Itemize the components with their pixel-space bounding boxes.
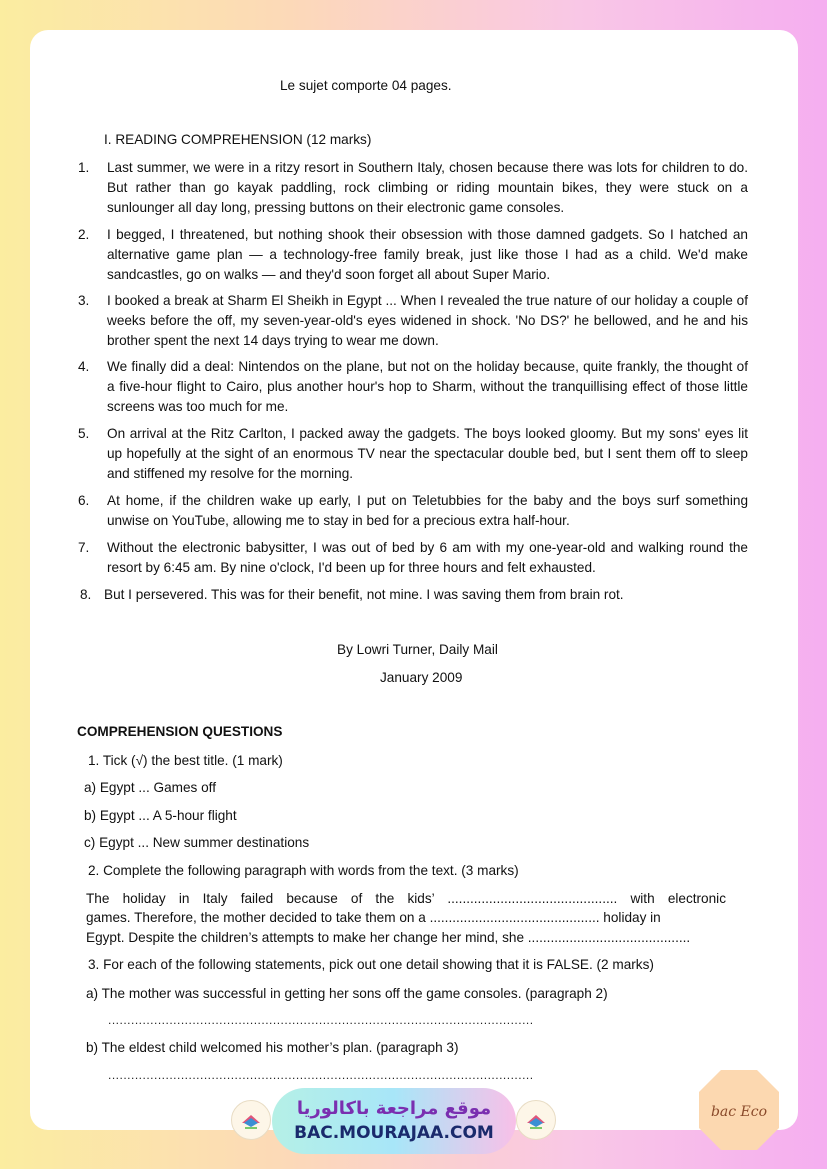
q3-prompt: 3. For each of the following statements, pick out one detail showing that it is FALSE. (2 marks) (88, 957, 654, 972)
badge-text: bac Eco (710, 1104, 768, 1120)
paragraph-7: 7. Without the electronic babysitter, I was out of bed by 6 am with my one-year-old and walking round the resort by 6:45 am. By nine o'clock, I'd been up for three hours and felt exhausted. (78, 540, 748, 575)
paragraph-4: 4. We finally did a deal: Nintendos on the plane, but not on the holiday because, quite frankly, the thought of a five-hour flight to Cairo, plus another hour's hop to Sharm, without the tranquillising effect of those little screens was too much for me. (78, 359, 748, 414)
q1-option-a: a) Egypt ... Games off (84, 780, 216, 795)
bac-eco-badge (695, 1066, 783, 1154)
paragraph-1: 1. Last summer, we were in a ritzy resort in Southern Italy, chosen because there was lots for children to do. But rather than go kayak paddling, rock climbing or riding mountain bikes, they were stuck on a sunlounger all day long, pressing buttons on their electronic game consoles. (78, 160, 748, 215)
logo-right-icon (516, 1100, 556, 1140)
q3-answer-line-b[interactable]: ............................................................................................................... (108, 1068, 534, 1082)
q3-statement-a: a) The mother was successful in getting her sons off the game consoles. (paragraph 2) (86, 986, 608, 1001)
q3-answer-line-a[interactable]: ............................................................................................................... (108, 1013, 534, 1027)
footer-site-url[interactable]: BAC.MOURAJAA.COM (294, 1123, 494, 1143)
q2-line-1[interactable]: The holiday in Italy failed because of the kids’ ............................................. with electronic (86, 891, 726, 906)
q1-option-b: b) Egypt ... A 5-hour flight (84, 808, 237, 823)
paragraph-8: 8. But I persevered. This was for their benefit, not mine. I was saving them from brain rot. (80, 587, 624, 602)
q2-line-2[interactable]: games. Therefore, the mother decided to take them on a ............................................. holiday in (86, 910, 661, 925)
q2-prompt: 2. Complete the following paragraph with words from the text. (3 marks) (88, 863, 519, 878)
q2-line-3[interactable]: Egypt. Despite the children’s attempts to make her change her mind, she ........................................... (86, 930, 691, 945)
q1-option-c: c) Egypt ... New summer destinations (84, 835, 310, 850)
section-title: I. READING COMPREHENSION (12 marks) (104, 132, 372, 147)
paragraph-2: 2. I begged, I threatened, but nothing shook their obsession with those damned gadgets. So I hatched an alternative game plan — a technology-free family break, just like those I had as a child. We'd make sandcastles, go on walks — and they'd soon forget all about Super Mario. (78, 227, 748, 282)
paragraph-5: 5. On arrival at the Ritz Carlton, I packed away the gadgets. The boys looked gloomy. But my sons' eyes lit up hopefully at the sight of an enormous TV near the spectacular double bed, but I sent them off to sleep and stiffened my resolve for the morning. (78, 426, 748, 481)
q3-statement-b: b) The eldest child welcomed his mother’s plan. (paragraph 3) (86, 1040, 459, 1055)
paragraph-6: 6. At home, if the children wake up early, I put on Teletubbies for the baby and the boys surf something unwise on YouTube, allowing me to stay in bed for a precious extra half-hour. (78, 493, 748, 528)
byline-date: January 2009 (380, 670, 463, 685)
byline-author: By Lowri Turner, Daily Mail (337, 642, 498, 657)
footer-site-banner[interactable] (272, 1088, 516, 1154)
paragraph-3: 3. I booked a break at Sharm El Sheikh in Egypt ... When I revealed the true nature of our holiday a couple of weeks before the off, my seven-year-old's eyes widened in shock. 'No DS?' he bellowed, and he and his brother spent the next 14 days trying to wear me down. (78, 293, 748, 348)
footer-arabic-title: موقع مراجعة باكالوريا (296, 1098, 492, 1119)
q1-prompt: 1. Tick (√) the best title. (1 mark) (88, 753, 283, 768)
questions-heading: COMPREHENSION QUESTIONS (77, 724, 283, 739)
pages-note: Le sujet comporte 04 pages. (280, 78, 452, 93)
logo-left-icon (231, 1100, 271, 1140)
